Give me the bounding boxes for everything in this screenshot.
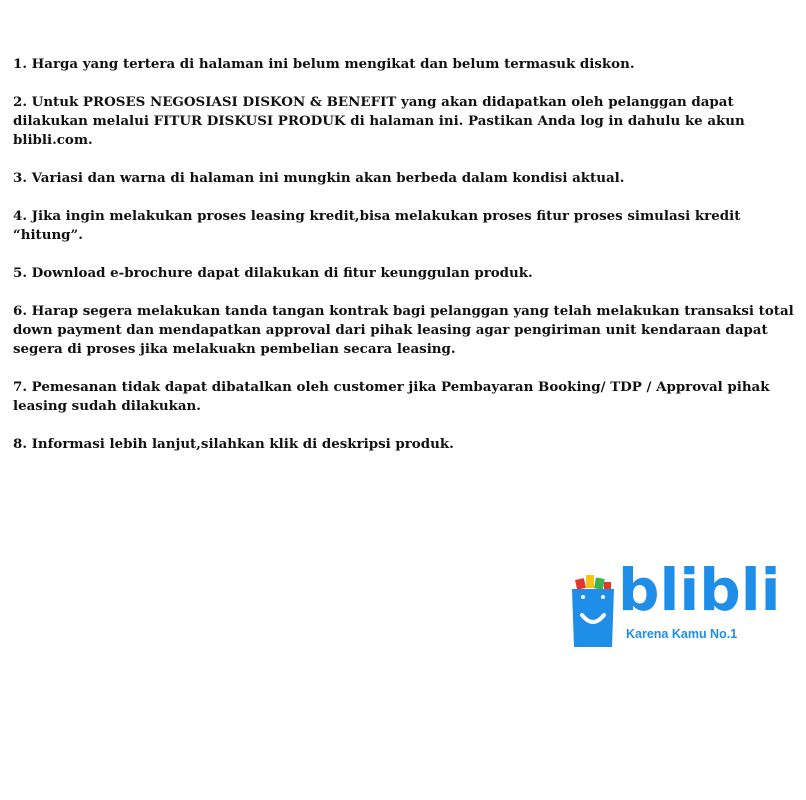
notes-list: [13, 55, 795, 473]
logo-tagline: Karena Kamu No.1: [626, 627, 738, 641]
note-1: 1. Harga yang tertera di halaman ini belum mengikat dan belum termasuk diskon.: [13, 56, 635, 72]
note-4: 4. Jika ingin melakukan proses leasing kredit,bisa melakukan proses fitur proses simulasi kredit “hitung”.: [13, 208, 741, 243]
shopping-bag-icon: [570, 573, 616, 647]
note-7: 7. Pemesanan tidak dapat dibatalkan oleh customer jika Pembayaran Booking/ TDP / Approval pihak leasing sudah dilakukan.: [13, 379, 770, 414]
note-2: 2. Untuk PROSES NEGOSIASI DISKON & BENEFIT yang akan didapatkan oleh pelanggan dapat dilakukan melalui FITUR DISKUSI PRODUK di halaman ini. Pastikan Anda log in dahulu ke akun blibli.com.: [13, 94, 745, 148]
note-5: 5. Download e-brochure dapat dilakukan di fitur keunggulan produk.: [13, 265, 533, 281]
blibli-logo: [570, 556, 781, 653]
note-6: 6. Harap segera melakukan tanda tangan kontrak bagi pelanggan yang telah melakukan transaksi total down payment dan mendapatkan approval dari pihak leasing agar pengiriman unit kendaraan dapat segera di proses jika melakuakn pembelian secara leasing.: [13, 303, 794, 357]
logo-wordmark: blibli: [618, 556, 781, 624]
note-3: 3. Variasi dan warna di halaman ini mungkin akan berbeda dalam kondisi aktual.: [13, 170, 625, 186]
note-8: 8. Informasi lebih lanjut,silahkan klik di deskripsi produk.: [13, 436, 454, 452]
